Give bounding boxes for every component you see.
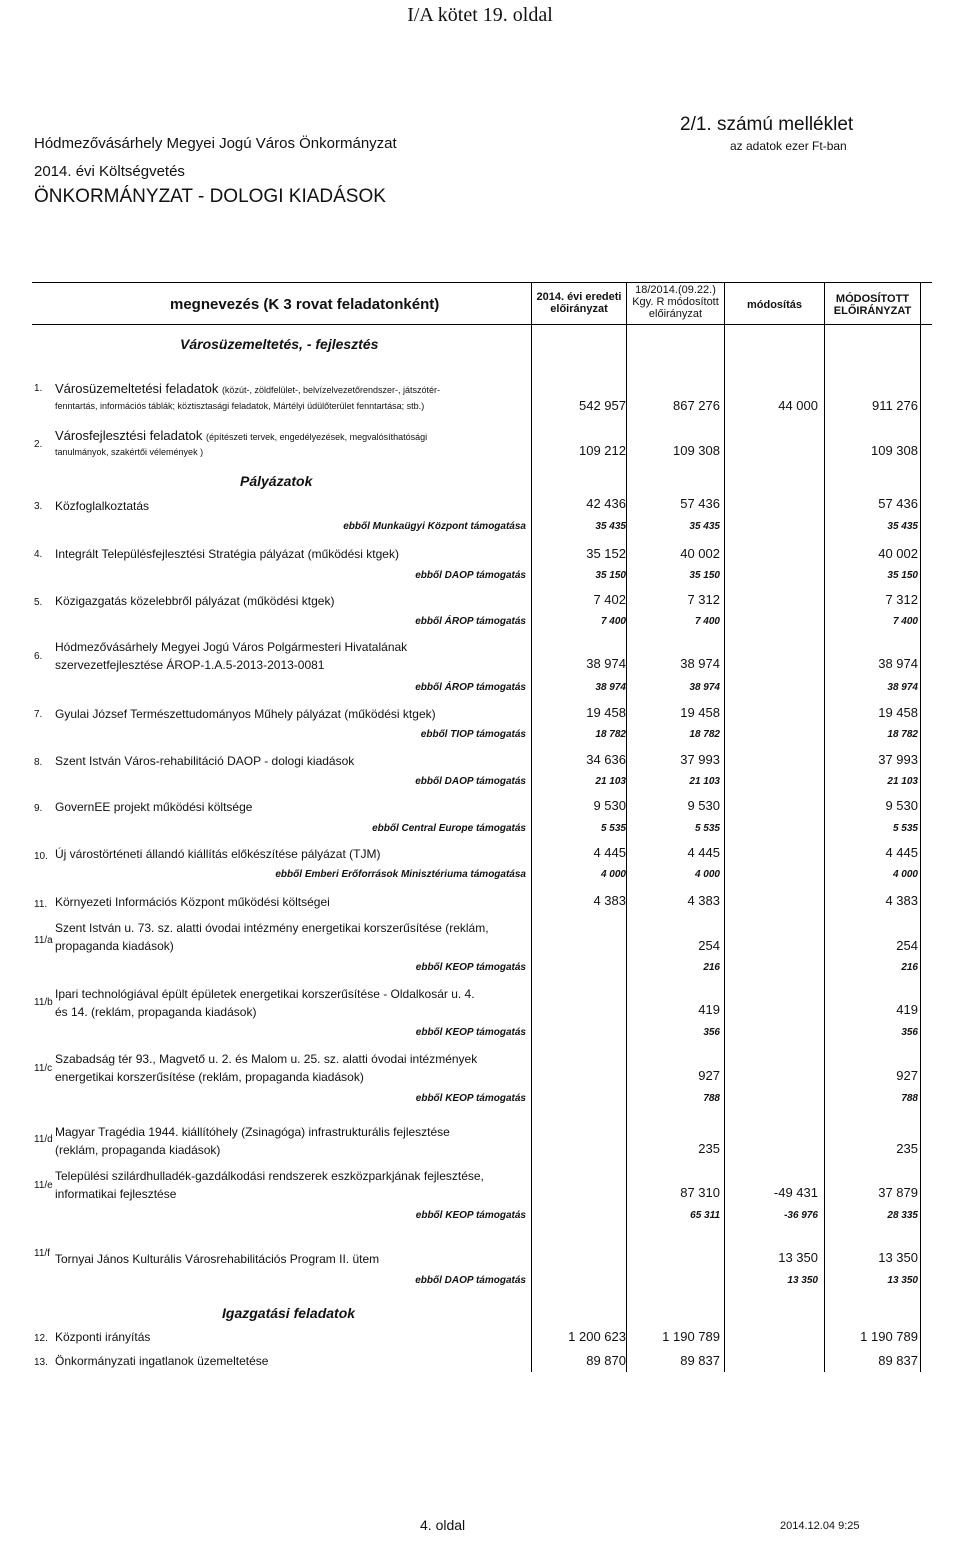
- unit-note: az adatok ezer Ft-ban: [730, 139, 847, 153]
- value-original: 542 957: [579, 398, 626, 413]
- column-divider: [920, 282, 921, 1372]
- row-label-line2: (reklám, propaganda kiadások): [55, 1143, 221, 1157]
- page-number: 4. oldal: [420, 1517, 466, 1533]
- value-modified: 911 276: [871, 398, 918, 413]
- value-modified: 13 350: [878, 1250, 918, 1265]
- subsidy-amended: 356: [703, 1027, 720, 1038]
- org-name: Hódmezővásárhely Megyei Jogú Város Önkormányzat: [34, 135, 397, 152]
- subsidy-change: -36 976: [784, 1210, 818, 1221]
- row-number: 11/e: [34, 1180, 53, 1191]
- row-number: 7.: [34, 709, 43, 720]
- subsidy-original: 7 400: [600, 616, 626, 627]
- subsidy-amended: 35 435: [689, 521, 720, 532]
- row-label-line2: propaganda kiadások): [55, 939, 174, 953]
- subsidy-modified: 21 103: [887, 776, 918, 787]
- row-label: Ipari technológiával épült épületek energetikai korszerűsítése - Oldalkosár u. 4.: [55, 987, 475, 1001]
- row-label: Szent István u. 73. sz. alatti óvodai intézmény energetikai korszerűsítése (reklám,: [55, 921, 489, 935]
- row-label: Szabadság tér 93., Magvető u. 2. és Malom u. 25. sz. alatti óvodai intézmények: [55, 1052, 478, 1066]
- value-modified: 109 308: [871, 443, 918, 458]
- subsidy-modified: 28 335: [887, 1210, 918, 1221]
- row-label-line2: energetikai korszerűsítése (reklám, propaganda kiadások): [55, 1070, 364, 1084]
- value-amended: 927: [698, 1068, 720, 1083]
- value-original: 7 402: [593, 592, 626, 607]
- value-modified: 4 383: [885, 893, 918, 908]
- value-modified: 89 837: [878, 1353, 918, 1368]
- row-label-line2: és 14. (reklám, propaganda kiadások): [55, 1005, 257, 1019]
- row-label: Környezeti Információs Központ működési költségei: [55, 895, 330, 909]
- subsidy-label: ebből KEOP támogatás: [415, 1027, 526, 1038]
- value-original: 38 974: [586, 656, 626, 671]
- row-number: 2.: [34, 439, 43, 450]
- value-amended: 7 312: [687, 592, 720, 607]
- subsidy-amended: 216: [703, 962, 720, 973]
- subsidy-label: ebből KEOP támogatás: [415, 1210, 526, 1221]
- row-number: 11/f: [34, 1248, 50, 1259]
- annex-title: 2/1. számú melléklet: [680, 114, 854, 135]
- row-label: Városüzemeltetési feladatok (közút-, zöldfelület-, belvízelvezetőrendszer-, játszótér-: [55, 381, 441, 396]
- subsidy-amended: 65 311: [690, 1210, 720, 1221]
- table-top-border: [32, 282, 932, 283]
- value-amended: 87 310: [680, 1185, 720, 1200]
- row-label: Hódmezővásárhely Megyei Jogú Város Polgármesteri Hivatalának: [55, 640, 408, 654]
- column-header-original: 2014. évi eredeti előirányzat: [536, 291, 622, 315]
- row-number: 3.: [34, 501, 43, 512]
- row-label: GovernEE projekt működési költsége: [55, 800, 253, 814]
- subsidy-amended: 788: [703, 1093, 720, 1104]
- value-modified: 419: [896, 1002, 918, 1017]
- value-amended: 37 993: [680, 752, 720, 767]
- subsidy-original: 4 000: [600, 869, 626, 880]
- column-header-modified: MÓDOSÍTOTT ELŐIRÁNYZAT: [833, 293, 912, 317]
- row-label: Városfejlesztési feladatok (építészeti tervek, engedélyezések, megvalósíthatósági: [55, 428, 428, 443]
- subsidy-original: 18 782: [595, 729, 626, 740]
- subsidy-amended: 4 000: [694, 869, 720, 880]
- document-title: ÖNKORMÁNYZAT - DOLOGI KIADÁSOK: [34, 186, 386, 207]
- value-change: -49 431: [773, 1185, 818, 1200]
- value-amended: 4 383: [687, 893, 720, 908]
- value-original: 4 383: [593, 893, 626, 908]
- value-original: 9 530: [593, 798, 626, 813]
- value-amended: 867 276: [673, 398, 720, 413]
- column-header-name: megnevezés (K 3 rovat feladatonként): [170, 296, 440, 313]
- section-title: Pályázatok: [240, 473, 313, 489]
- value-modified: 9 530: [885, 798, 918, 813]
- subsidy-modified: 13 350: [887, 1275, 918, 1286]
- value-amended: 419: [698, 1002, 720, 1017]
- value-original: 42 436: [586, 496, 626, 511]
- row-label-detail: tanulmányok, szakértői vélemények ): [55, 447, 204, 457]
- subsidy-modified: 35 435: [887, 521, 918, 532]
- value-original: 4 445: [593, 845, 626, 860]
- row-label: Új várostörténeti állandó kiállítás előkészítése pályázat (TJM): [55, 847, 381, 861]
- value-change: 13 350: [778, 1250, 818, 1265]
- subsidy-amended: 21 103: [689, 776, 720, 787]
- column-header-change: módosítás: [746, 299, 802, 311]
- subsidy-original: 5 535: [600, 823, 626, 834]
- value-original: 1 200 623: [568, 1329, 626, 1344]
- subsidy-original: 21 103: [595, 776, 626, 787]
- subsidy-label: ebből Emberi Erőforrások Minisztériuma támogatása: [275, 869, 526, 880]
- row-label: Közfoglalkoztatás: [55, 499, 150, 513]
- print-timestamp: 2014.12.04 9:25: [780, 1520, 860, 1532]
- row-label: Magyar Tragédia 1944. kiállítóhely (Zsinagóga) infrastrukturális fejlesztése: [55, 1125, 450, 1139]
- value-original: 34 636: [586, 752, 626, 767]
- value-amended: 4 445: [687, 845, 720, 860]
- row-number: 11/d: [34, 1134, 53, 1145]
- value-modified: 7 312: [885, 592, 918, 607]
- subsidy-modified: 788: [901, 1093, 918, 1104]
- row-label: Közigazgatás közelebbről pályázat (működési ktgek): [55, 594, 335, 608]
- subsidy-modified: 18 782: [887, 729, 918, 740]
- subsidy-modified: 4 000: [892, 869, 918, 880]
- value-modified: 4 445: [885, 845, 918, 860]
- row-number: 11/a: [34, 935, 53, 946]
- row-label: Szent István Város-rehabilitáció DAOP - dologi kiadások: [55, 754, 355, 768]
- section-title: Igazgatási feladatok: [222, 1305, 356, 1321]
- value-change: 44 000: [778, 398, 818, 413]
- value-original: 89 870: [586, 1353, 626, 1368]
- row-label-detail: fenntartás, információs táblák; köztisztasági feladatok, Mártélyi üdülőterület fenntartása; stb.): [55, 401, 425, 411]
- column-divider: [724, 282, 725, 1372]
- value-modified: 57 436: [878, 496, 918, 511]
- value-modified: 1 190 789: [860, 1329, 918, 1344]
- subsidy-modified: 356: [901, 1027, 918, 1038]
- value-amended: 89 837: [680, 1353, 720, 1368]
- subsidy-label: ebből TIOP támogatás: [420, 729, 526, 740]
- row-number: 5.: [34, 597, 43, 608]
- subsidy-modified: 35 150: [887, 570, 918, 581]
- value-original: 35 152: [586, 546, 626, 561]
- row-number: 8.: [34, 757, 43, 768]
- value-modified: 37 993: [878, 752, 918, 767]
- value-modified: 38 974: [878, 656, 918, 671]
- subsidy-amended: 5 535: [694, 823, 720, 834]
- value-amended: 38 974: [680, 656, 720, 671]
- subsidy-modified: 5 535: [892, 823, 918, 834]
- row-number: 13.: [34, 1357, 48, 1368]
- row-number: 11/c: [34, 1063, 53, 1074]
- column-divider: [626, 282, 627, 1372]
- row-number: 12.: [34, 1333, 48, 1344]
- subsidy-amended: 35 150: [689, 570, 720, 581]
- subsidy-label: ebből Munkaügyi Központ támogatása: [343, 521, 526, 532]
- subsidy-label: ebből KEOP támogatás: [415, 1093, 526, 1104]
- row-label: Önkormányzati ingatlanok üzemeltetése: [55, 1354, 269, 1368]
- subsidy-amended: 7 400: [694, 616, 720, 627]
- page-header: I/A kötet 19. oldal: [407, 4, 553, 26]
- row-label: Települési szilárdhulladék-gazdálkodási rendszerek eszközparkjának fejlesztése,: [55, 1169, 484, 1183]
- row-number: 9.: [34, 803, 43, 814]
- value-amended: 19 458: [680, 705, 720, 720]
- row-label-line2: informatikai fejlesztése: [55, 1187, 177, 1201]
- table-header-border: [32, 324, 932, 325]
- value-amended: 254: [698, 938, 720, 953]
- row-number: 11.: [34, 899, 48, 910]
- value-modified: 19 458: [878, 705, 918, 720]
- value-amended: 9 530: [687, 798, 720, 813]
- value-modified: 235: [896, 1141, 918, 1156]
- column-header-amended: 18/2014.(09.22.) Kgy. R módosított előirányzat: [632, 284, 719, 320]
- value-amended: 40 002: [680, 546, 720, 561]
- value-original: 19 458: [586, 705, 626, 720]
- subsidy-label: ebből DAOP támogatás: [415, 1275, 526, 1286]
- subsidy-label: ebből DAOP támogatás: [415, 776, 526, 787]
- value-amended: 1 190 789: [662, 1329, 720, 1344]
- subsidy-amended: 18 782: [689, 729, 720, 740]
- subsidy-label: ebből Central Europe támogatás: [372, 823, 526, 834]
- subsidy-label: ebből KEOP támogatás: [415, 962, 526, 973]
- row-label: Gyulai József Természettudományos Műhely pályázat (működési ktgek): [55, 707, 436, 721]
- row-label: Központi irányítás: [55, 1330, 151, 1344]
- budget-year: 2014. évi Költségvetés: [34, 163, 185, 180]
- subsidy-amended: 38 974: [689, 682, 720, 693]
- value-modified: 927: [896, 1068, 918, 1083]
- subsidy-label: ebből ÁROP támogatás: [415, 682, 526, 693]
- subsidy-label: ebből ÁROP támogatás: [415, 616, 526, 627]
- value-modified: 37 879: [878, 1185, 918, 1200]
- subsidy-modified: 7 400: [892, 616, 918, 627]
- column-divider: [531, 282, 532, 1372]
- subsidy-original: 38 974: [595, 682, 626, 693]
- section-title: Városüzemeltetés, - fejlesztés: [180, 336, 379, 352]
- row-number: 1.: [34, 383, 43, 394]
- row-label: Tornyai János Kulturális Városrehabilitációs Program II. ütem: [55, 1252, 380, 1266]
- row-label: Integrált Településfejlesztési Stratégia pályázat (működési ktgek): [55, 547, 399, 561]
- value-modified: 40 002: [878, 546, 918, 561]
- value-amended: 109 308: [673, 443, 720, 458]
- subsidy-change: 13 350: [787, 1275, 818, 1286]
- row-label-line2: szervezetfejlesztése ÁROP-1.A.5-2013-2013-0081: [55, 658, 325, 672]
- row-number: 4.: [34, 549, 43, 560]
- subsidy-original: 35 435: [595, 521, 626, 532]
- value-amended: 235: [698, 1141, 720, 1156]
- value-modified: 254: [896, 938, 918, 953]
- subsidy-label: ebből DAOP támogatás: [415, 570, 526, 581]
- row-number: 10.: [34, 851, 48, 862]
- column-divider: [824, 282, 825, 1372]
- subsidy-original: 35 150: [595, 570, 626, 581]
- row-number: 6.: [34, 651, 43, 662]
- subsidy-modified: 216: [901, 962, 918, 973]
- value-original: 109 212: [579, 443, 626, 458]
- row-number: 11/b: [34, 997, 53, 1008]
- value-amended: 57 436: [680, 496, 720, 511]
- subsidy-modified: 38 974: [887, 682, 918, 693]
